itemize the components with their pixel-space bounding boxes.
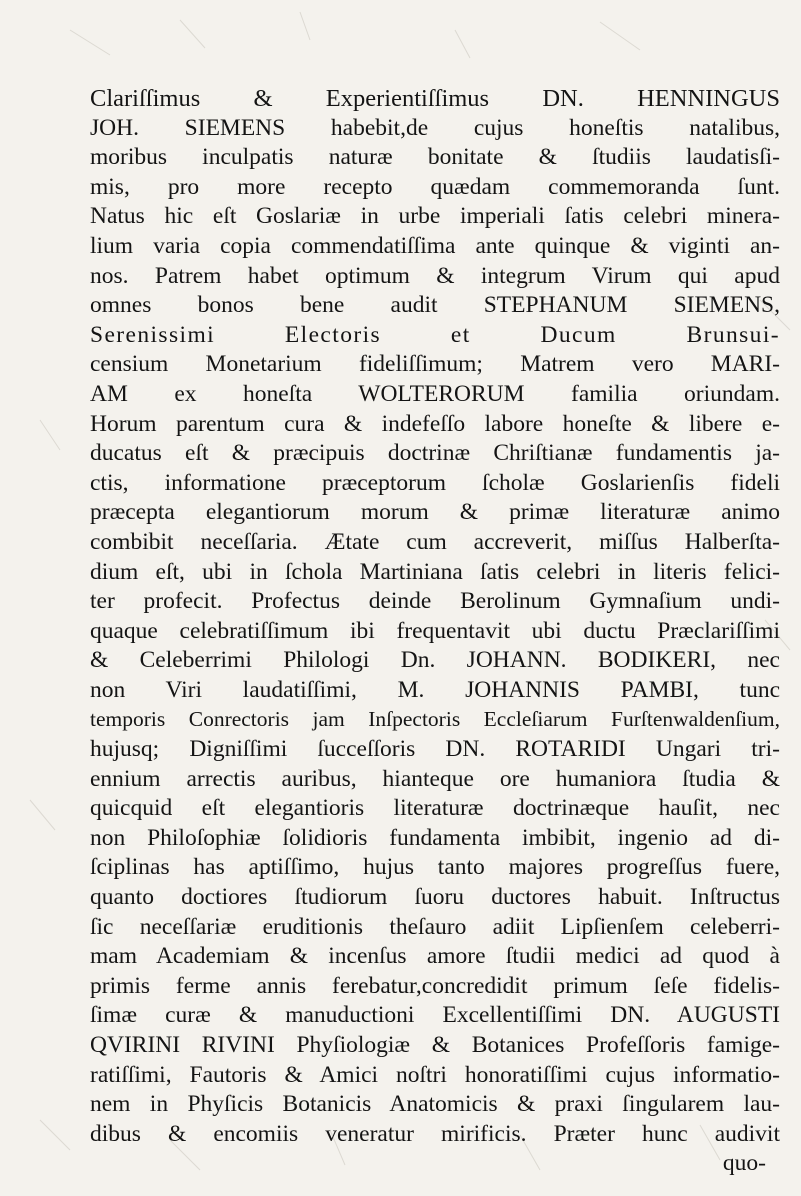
text-line-14: ctis, informatione præceptorum ſcholæ Goslarienſis fideli	[90, 469, 780, 496]
text-line-20: & Celeberrimi Philologi Dn. JOHANN. BODIKERI, nec	[90, 647, 780, 674]
text-line-32: ſimæ curæ & manuductioni Excellentiſſimi DN. AUGUSTI	[90, 1002, 780, 1029]
text-line-5: Natus hic eſt Goslariæ in urbe imperiali ſatis celebri minera-	[90, 203, 780, 230]
text-line-25: quicquid eſt elegantioris literaturæ doctrinæque hauſit, nec	[90, 795, 780, 822]
text-line-36: dibus & encomiis veneratur mirificis. Præter hunc audivit	[90, 1120, 780, 1147]
text-line-16: combibit neceſſaria. Ætate cum accreverit, miſſus Halberſta-	[90, 528, 780, 555]
text-line-4: mis, pro more recepto quædam commemoranda ſunt.	[90, 173, 780, 200]
text-line-1: Clariſſimus & Experientiſſimus DN. HENNINGUS	[90, 85, 780, 112]
text-line-21: non Viri laudatiſſimi, M. JOHANNIS PAMBI, tunc	[90, 676, 780, 703]
text-line-24: ennium arrectis auribus, hianteque ore humaniora ſtudia &	[90, 765, 780, 792]
text-line-31: primis ferme annis ferebatur,concredidit primum ſeſe fidelis-	[90, 972, 780, 999]
text-line-8: omnes bonos bene audit STEPHANUM SIEMENS,	[90, 292, 780, 319]
text-line-6: lium varia copia commendatiſſima ante quinque & viginti an-	[90, 232, 780, 259]
text-line-7: nos. Patrem habet optimum & integrum Virum qui apud	[90, 262, 780, 289]
text-line-29: ſic neceſſariæ eruditionis theſauro adiit Lipſienſem celeberri-	[90, 913, 780, 940]
text-line-11: AM ex honeſta WOLTERORUM familia oriundam.	[90, 380, 780, 407]
text-line-3: moribus inculpatis naturæ bonitate & ſtudiis laudatisſi-	[90, 144, 780, 171]
text-line-12: Horum parentum cura & indefeſſo labore honeſte & libere e-	[90, 410, 780, 437]
text-line-10: censium Monetarium fideliſſimum; Matrem vero MARI-	[90, 351, 780, 378]
document-body	[90, 84, 780, 1179]
text-line-26: non Philoſophiæ ſolidioris fundamenta imbibit, ingenio ad di-	[90, 824, 780, 851]
text-line-30: mam Academiam & incenſus amore ſtudii medici ad quod à	[90, 943, 780, 970]
text-line-22: temporis Conrectoris jam Inſpectoris Eccleſiarum Furſtenwaldenſium,	[90, 707, 780, 732]
text-line-18: ter profecit. Profectus deinde Berolinum Gymnaſium undi-	[90, 588, 780, 615]
text-line-35: nem in Phyſicis Botanicis Anatomicis & praxi ſingularem lau-	[90, 1091, 780, 1118]
text-line-33: QVIRINI RIVINI Phyſiologiæ & Botanices Profeſſoris famige-	[90, 1032, 780, 1058]
catchword: quo-	[722, 1150, 766, 1177]
text-line-2: JOH. SIEMENS habebit,de cujus honeſtis natalibus,	[90, 114, 780, 141]
text-line-23: hujusq; Digniſſimi ſucceſſoris DN. ROTARIDI Ungari tri-	[90, 736, 780, 763]
text-line-17: dium eſt, ubi in ſchola Martiniana ſatis celebri in literis felici-	[90, 558, 780, 585]
text-line-28: quanto doctiores ſtudiorum ſuoru ductores habuit. Inſtructus	[90, 884, 780, 911]
text-line-15: præcepta elegantiorum morum & primæ literaturæ animo	[90, 499, 780, 526]
text-line-19: quaque celebratiſſimum ibi frequentavit ubi ductu Præclariſſimi	[90, 617, 780, 644]
text-line-27: ſciplinas has aptiſſimo, hujus tanto majores progreſſus fuere,	[90, 854, 780, 881]
text-line-9: Serenissimi Electoris et Ducum Brunsui-	[90, 321, 780, 348]
text-line-13: ducatus eſt & præcipuis doctrinæ Chriſtianæ fundamentis ja-	[90, 440, 780, 467]
text-line-34: ratiſſimi, Fautoris & Amici noſtri honoratiſſimi cujus informatio-	[90, 1061, 780, 1088]
